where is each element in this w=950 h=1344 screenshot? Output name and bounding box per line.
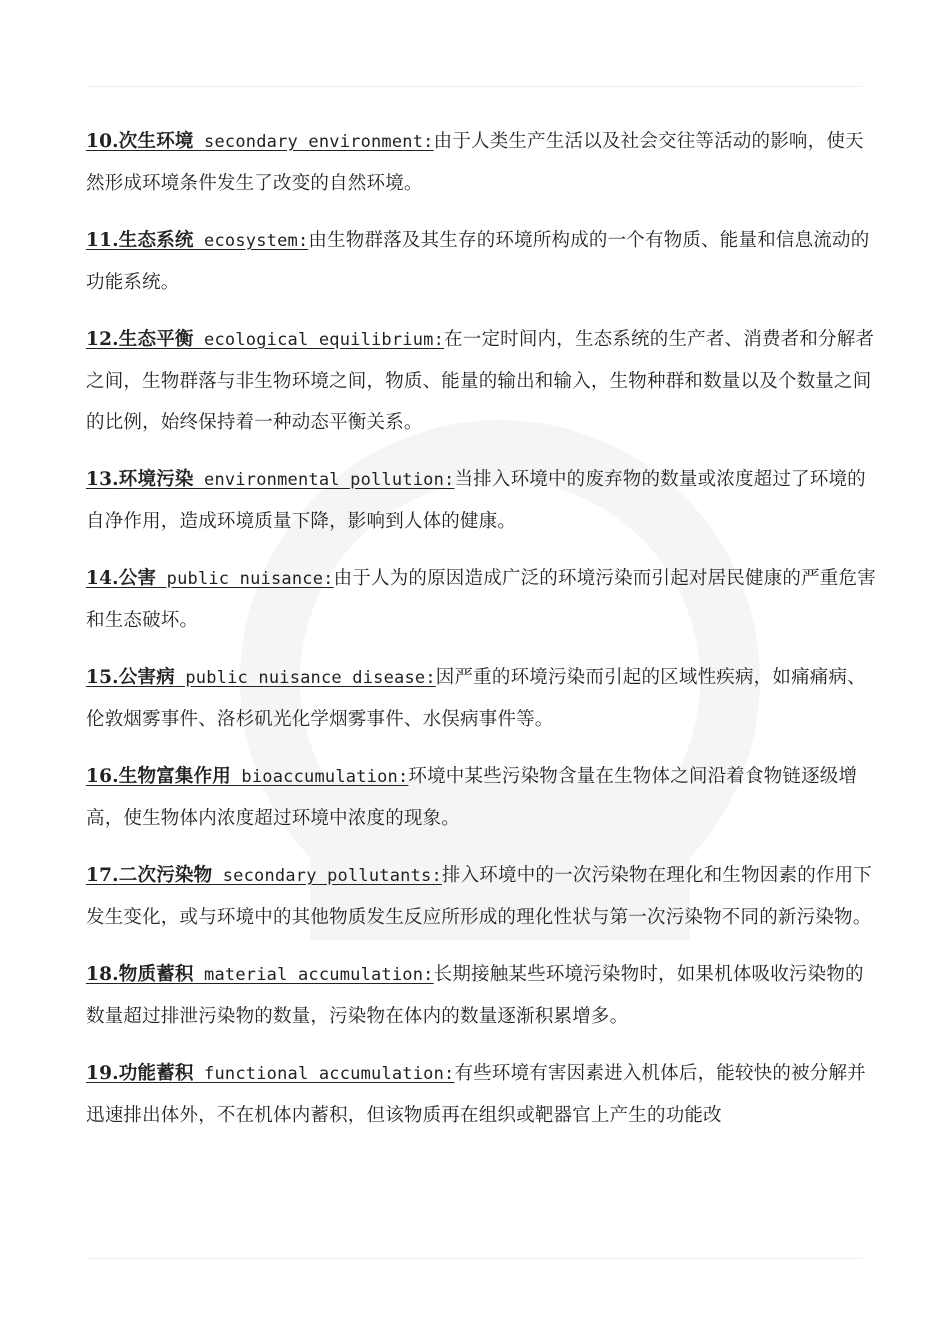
glossary-entry-10 (86, 121, 876, 204)
entry-term (86, 667, 436, 688)
entry-number: 15. (86, 667, 119, 688)
entry-number: 16. (86, 766, 119, 787)
entry-term (86, 469, 454, 490)
glossary-entry-15 (86, 657, 876, 740)
entry-number: 17. (86, 865, 119, 886)
entry-cn-term: 功能蓄积 (118, 1063, 194, 1084)
entry-en-term: environmental pollution: (193, 470, 455, 490)
entry-cn-term: 生物富集作用 (118, 766, 231, 787)
entry-cn-term: 公害 (118, 568, 157, 589)
entry-en-term: secondary environment: (193, 132, 434, 152)
entry-en-term: ecosystem: (193, 231, 309, 251)
glossary-entry-18 (86, 954, 876, 1037)
top-divider (86, 86, 862, 87)
glossary-entry-19 (86, 1053, 876, 1136)
entry-en-term: bioaccumulation: (231, 767, 409, 787)
entry-term (86, 766, 408, 787)
entry-number: 12. (86, 329, 119, 350)
glossary-page (86, 121, 876, 1152)
entry-definition: 环境中某些污染物含量在生物体之间沿着食物链逐级增高，使生物体内浓度超过环境中浓度的现象。 (86, 766, 858, 829)
entry-cn-term: 物质蓄积 (118, 964, 194, 985)
entry-cn-term: 环境污染 (118, 469, 194, 490)
entry-en-term: public nuisance disease: (174, 668, 436, 688)
entry-definition: 当排入环境中的废弃物的数量或浓度超过了环境的自净作用，造成环境质量下降，影响到人体的健康。 (86, 469, 866, 532)
entry-term (86, 1063, 454, 1084)
entry-cn-term: 生态平衡 (118, 329, 194, 350)
entry-en-term: ecological equilibrium: (193, 330, 445, 350)
entry-cn-term: 次生环境 (118, 131, 194, 152)
entry-definition: 由于人为的原因造成广泛的环境污染而引起对居民健康的严重危害和生态破坏。 (86, 568, 876, 631)
glossary-entry-16 (86, 756, 876, 839)
entry-definition: 排入环境中的一次污染物在理化和生物因素的作用下发生变化，或与环境中的其他物质发生反应所形成的理化性状与第一次污染物不同的新污染物。 (86, 865, 872, 928)
entry-definition: 由于人类生产生活以及社会交往等活动的影响，使天然形成环境条件发生了改变的自然环境。 (86, 131, 864, 194)
entry-term (86, 230, 308, 251)
glossary-entry-17 (86, 855, 876, 938)
entry-number: 18. (86, 964, 119, 985)
entry-en-term: material accumulation: (193, 965, 434, 985)
entry-number: 13. (86, 469, 119, 490)
entry-definition: 由生物群落及其生存的环境所构成的一个有物质、能量和信息流动的功能系统。 (86, 230, 870, 293)
glossary-entry-13 (86, 459, 876, 542)
entry-en-term: functional accumulation: (193, 1064, 455, 1084)
entry-cn-term: 生态系统 (118, 230, 194, 251)
entry-definition: 长期接触某些环境污染物时，如果机体吸收污染物的数量超过排泄污染物的数量，污染物在体内的数量逐渐积累增多。 (86, 964, 864, 1027)
entry-term (86, 865, 442, 886)
entry-term (86, 131, 434, 152)
entry-en-term: public nuisance: (156, 569, 334, 589)
entry-term (86, 568, 334, 589)
entry-definition: 因严重的环境污染而引起的区域性疾病，如痛痛病、伦敦烟雾事件、洛杉矶光化学烟雾事件、水俣病事件等。 (86, 667, 866, 730)
entry-en-term: secondary pollutants: (212, 866, 442, 886)
entry-term (86, 964, 434, 985)
entry-cn-term: 二次污染物 (118, 865, 213, 886)
entry-number: 10. (86, 131, 119, 152)
bottom-divider (86, 1258, 862, 1259)
entry-cn-term: 公害病 (118, 667, 175, 688)
entry-number: 11. (86, 230, 119, 251)
entry-term (86, 329, 444, 350)
glossary-entry-14 (86, 558, 876, 641)
entry-number: 14. (86, 568, 119, 589)
glossary-entry-11 (86, 220, 876, 303)
entry-definition: 在一定时间内，生态系统的生产者、消费者和分解者之间，生物群落与非生物环境之间，物质、能量的输出和输入，生物种群和数量以及个数量之间的比例，始终保持着一种动态平衡关系。 (86, 329, 875, 433)
entry-number: 19. (86, 1063, 119, 1084)
entry-definition: 有些环境有害因素进入机体后，能较快的被分解并迅速排出体外，不在机体内蓄积，但该物质再在组织或靶器官上产生的功能改 (86, 1063, 866, 1126)
glossary-entry-12 (86, 319, 876, 443)
